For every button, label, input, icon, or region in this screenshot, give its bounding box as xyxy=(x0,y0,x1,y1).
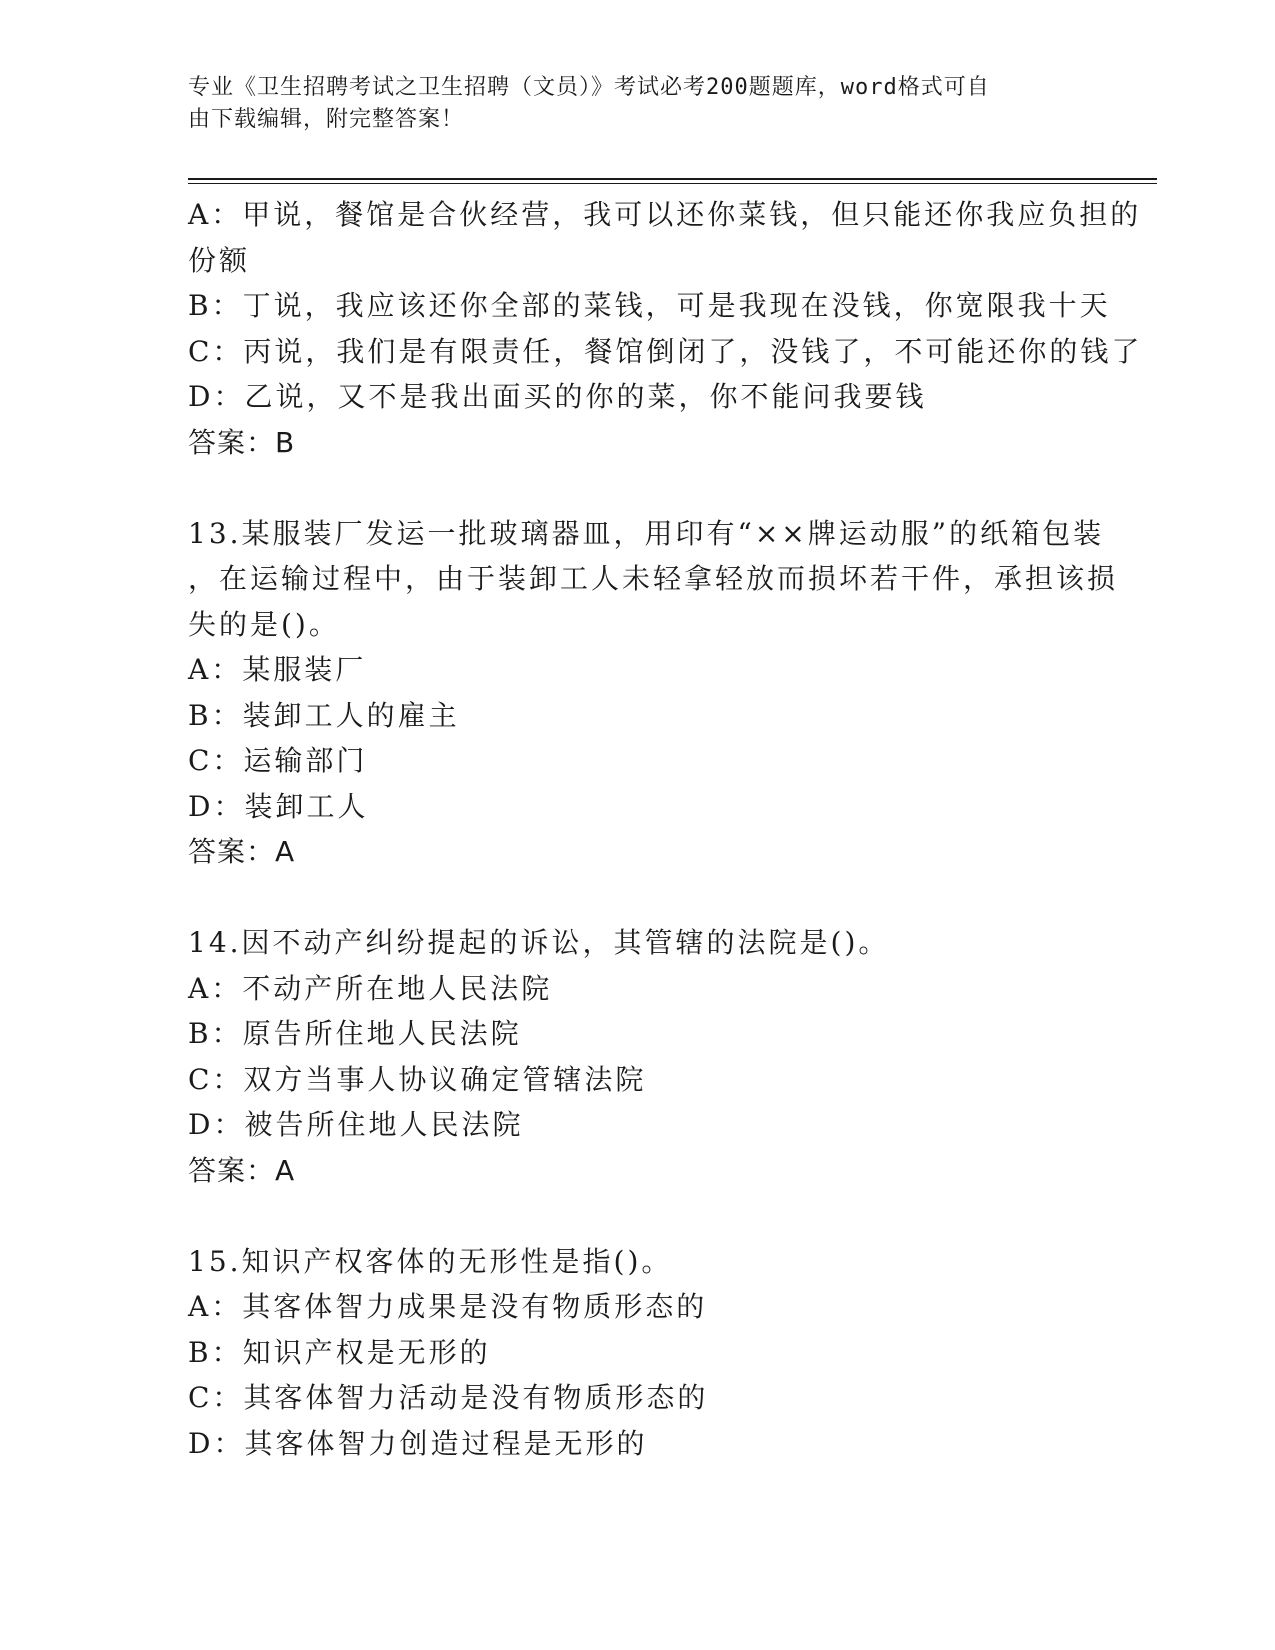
header-divider-thick xyxy=(188,178,1157,180)
q12-option-b: B：丁说，我应该还你全部的菜钱，可是我现在没钱，你宽限我十天 xyxy=(188,289,1111,322)
q15-option-b: B：知识产权是无形的 xyxy=(188,1335,491,1369)
header-title-line-1: 专业《卫生招聘考试之卫生招聘（文员）》考试必考200题题库，word格式可自 xyxy=(188,75,990,100)
q12-answer: 答案：B xyxy=(188,425,296,459)
header-divider-thin xyxy=(188,183,1157,184)
q12-option-c: C：丙说，我们是有限责任，餐馆倒闭了，没钱了，不可能还你的钱了 xyxy=(188,334,1143,368)
question-15 xyxy=(188,1239,1088,1467)
spacer xyxy=(188,875,1088,921)
q14-option-b: B：原告所住地人民法院 xyxy=(188,1017,522,1050)
question-13 xyxy=(188,511,1119,875)
q14-option-a: A：不动产所在地人民法院 xyxy=(188,971,553,1005)
q13-stem-line-3: 失的是()。 xyxy=(188,607,340,641)
document-header xyxy=(188,72,1068,136)
q13-option-b: B：装卸工人的雇主 xyxy=(188,698,460,732)
q15-option-a: A：其客体智力成果是没有物质形态的 xyxy=(188,1290,708,1323)
question-list xyxy=(188,192,1143,1466)
question-14 xyxy=(188,920,1088,1193)
q15-stem: 15.知识产权客体的无形性是指()。 xyxy=(188,1244,673,1278)
q15-option-d: D：其客体智力创造过程是无形的 xyxy=(188,1426,648,1460)
q14-option-c: C：双方当事人协议确定管辖法院 xyxy=(188,1062,647,1096)
q13-answer: 答案：A xyxy=(188,835,296,868)
q12-option-a-line-2: 份额 xyxy=(188,243,251,277)
q15-option-c: C：其客体智力活动是没有物质形态的 xyxy=(188,1381,709,1414)
q13-option-a: A：某服装厂 xyxy=(188,653,367,686)
q13-stem-line-2: ，在运输过程中，由于装卸工人未轻拿轻放而损坏若干件，承担该损 xyxy=(188,562,1119,595)
q13-option-c: C：运输部门 xyxy=(188,744,368,777)
q14-stem: 14.因不动产纠纷提起的诉讼，其管辖的法院是()。 xyxy=(188,926,890,959)
spacer xyxy=(188,465,1088,511)
header-title-line-2: 由下载编辑，附完整答案！ xyxy=(188,107,465,132)
q14-option-d: D：被告所住地人民法院 xyxy=(188,1108,524,1141)
question-12-tail xyxy=(188,192,1143,465)
q13-stem-line-1: 13.某服装厂发运一批玻璃器皿，用印有“××牌运动服”的纸箱包装 xyxy=(188,516,1105,550)
q13-option-d: D：装卸工人 xyxy=(188,789,369,823)
spacer xyxy=(188,1193,1088,1239)
q14-answer: 答案：A xyxy=(188,1153,296,1187)
q12-option-d: D：乙说，又不是我出面买的你的菜，你不能问我要钱 xyxy=(188,380,927,413)
q12-option-a-line-1: A：甲说，餐馆是合伙经营，我可以还你菜钱，但只能还你我应负担的 xyxy=(188,198,1142,231)
